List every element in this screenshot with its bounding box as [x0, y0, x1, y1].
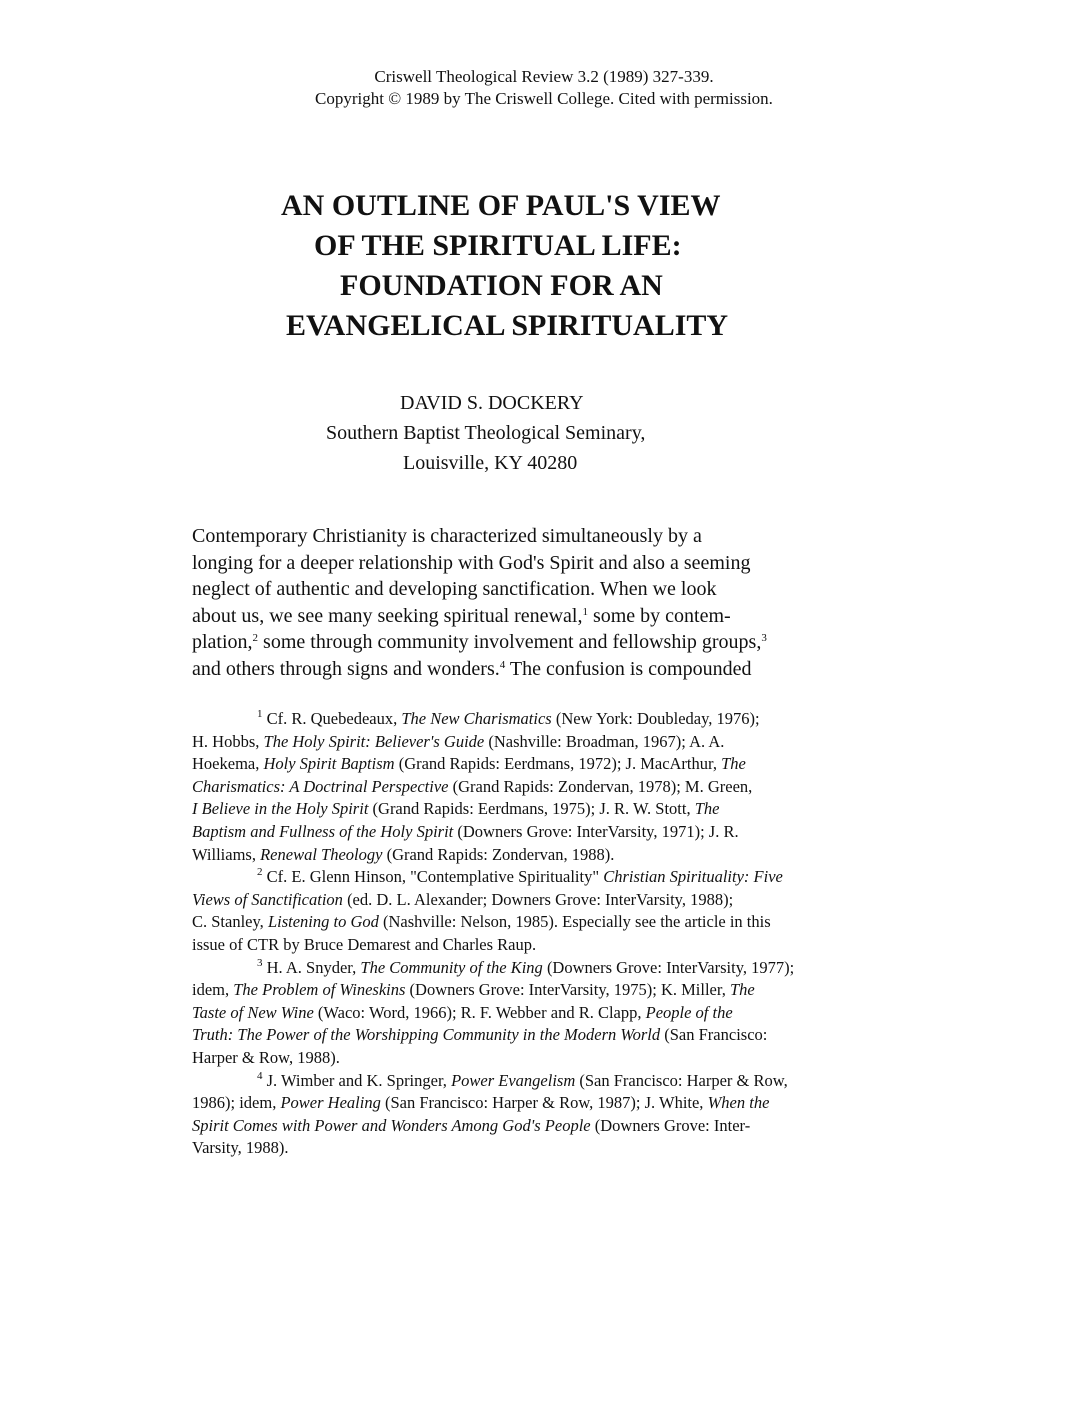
footnote-text: issue of CTR by Bruce Demarest and Charles Raup.	[192, 934, 537, 954]
footnote-text: Varsity, 1988).	[192, 1138, 289, 1158]
footnote-text: H. A. Snyder,	[262, 957, 361, 977]
footnote-text: (San Francisco: Harper & Row, 1987); J. White,	[380, 1093, 708, 1113]
author-location: Louisville, KY 40280	[403, 452, 578, 474]
journal-citation	[0, 66, 1088, 110]
footnote-ref[interactable]: 4	[499, 658, 506, 671]
footnote-text: (Grand Rapids: Eerdmans, 1975); J. R. W. Stott,	[368, 799, 695, 819]
footnote-text: (New York: Doubleday, 1976);	[551, 709, 760, 728]
body-text: some through community involvement and fellowship groups,	[258, 631, 762, 653]
footnote-line	[192, 731, 912, 754]
footnote-title: Christian Spirituality: Five	[603, 867, 783, 887]
footnote-text: idem,	[192, 980, 234, 1000]
footnote-text: (Downers Grove: Inter-	[590, 1115, 751, 1135]
body-text: The confusion is compounded	[505, 657, 752, 680]
footnote-text: (San Francisco: Harper & Row,	[575, 1070, 788, 1090]
footnote-line	[192, 1137, 912, 1160]
footnote-ref[interactable]: 3	[761, 632, 767, 644]
footnote-text: (Downers Grove: InterVarsity, 1975); K. Miller,	[405, 980, 730, 1000]
footnote-number: 1	[257, 708, 263, 720]
footnote-line	[192, 934, 912, 957]
footnote-ref[interactable]: 2	[252, 632, 259, 644]
author-block	[0, 388, 1088, 478]
footnote-text: J. Wimber and K. Springer,	[262, 1070, 452, 1090]
footnote-line	[192, 1047, 912, 1070]
footnote-title: The Problem of Wineskins	[233, 980, 406, 1000]
footnote-title: Holy Spirit Baptism	[263, 754, 395, 774]
footnote-title: Baptism and Fullness of the Holy Spirit	[192, 821, 454, 841]
footnote-line	[192, 889, 912, 912]
footnote-line	[192, 979, 912, 1002]
footnote-text: (ed. D. L. Alexander; Downers Grove: InterVarsity, 1988);	[342, 889, 734, 909]
footnote-text: Cf. R. Quebedeaux,	[262, 709, 402, 728]
footnote-3	[192, 957, 912, 980]
footnote-number: 2	[257, 866, 263, 879]
footnote-title: Spirit Comes with Power and Wonders Among God's People	[192, 1115, 591, 1135]
footnote-number: 3	[257, 956, 263, 969]
body-line	[192, 656, 912, 683]
footnote-line	[192, 1115, 912, 1138]
footnote-title: Renewal Theology	[260, 844, 383, 864]
footnote-text: (Nashville: Broadman, 1967); A. A.	[484, 731, 725, 751]
footnote-text: (Grand Rapids: Zondervan, 1988).	[382, 844, 615, 864]
title-line-1: AN OUTLINE OF PAUL'S VIEW	[281, 189, 721, 222]
body-line: longing for a deeper relationship with God's Spirit and also a seeming	[192, 551, 751, 574]
footnote-title: The	[729, 980, 755, 1000]
footnote-number: 4	[257, 1069, 263, 1082]
body-paragraph	[192, 523, 912, 682]
body-text: some by contem-	[587, 604, 731, 627]
footnote-line	[192, 1024, 912, 1047]
footnote-line	[192, 776, 912, 799]
footnote-line	[192, 1092, 912, 1115]
footnotes	[192, 708, 912, 1160]
footnote-text: Hoekema,	[192, 754, 264, 774]
body-text: and others through signs and wonders.	[192, 657, 500, 680]
body-line	[192, 629, 912, 656]
footnote-title: Listening to God	[267, 912, 379, 932]
footnote-line	[192, 911, 912, 934]
footnote-title: Truth: The Power of the Worshipping Community in the Modern World	[192, 1025, 661, 1045]
footnote-line	[192, 1002, 912, 1025]
title-line-2: OF THE SPIRITUAL LIFE:	[314, 229, 682, 262]
footnote-text: (Grand Rapids: Zondervan, 1978); M. Green,	[448, 776, 753, 796]
footnote-text: (Waco: Word, 1966); R. F. Webber and R. Clapp,	[313, 1002, 646, 1022]
footnote-line	[192, 753, 912, 776]
footnote-title: The	[721, 754, 746, 774]
footnote-title: Views of Sanctification	[192, 889, 343, 909]
footnote-title: Power Healing	[280, 1093, 381, 1113]
footnote-line	[192, 844, 912, 867]
footnote-title: The	[694, 799, 720, 819]
author-name: DAVID S. DOCKERY	[400, 392, 584, 414]
footnote-text: H. Hobbs,	[192, 731, 264, 751]
footnote-title: Charismatics: A Doctrinal Perspective	[192, 776, 449, 796]
footnote-title: The Holy Spirit: Believer's Guide	[263, 731, 485, 751]
footnote-title: Power Evangelism	[451, 1070, 576, 1090]
footnote-title: The New Charismatics	[401, 709, 552, 728]
footnote-title: People of the	[645, 1002, 733, 1022]
footnote-1	[192, 708, 912, 731]
body-text: plation,	[192, 631, 253, 653]
footnote-text: C. Stanley,	[192, 912, 268, 932]
footnote-text: Cf. E. Glenn Hinson, "Contemplative Spirituality"	[262, 867, 604, 887]
title-line-3: FOUNDATION FOR AN	[340, 269, 663, 302]
author-affiliation: Southern Baptist Theological Seminary,	[326, 422, 646, 444]
footnote-line	[192, 821, 912, 844]
footnote-title: The Community of the King	[360, 957, 543, 977]
footnote-ref[interactable]: 1	[582, 605, 588, 618]
footnote-text: (Downers Grove: InterVarsity, 1971); J. R.	[453, 821, 739, 841]
title-line-4: EVANGELICAL SPIRITUALITY	[286, 309, 729, 342]
footnote-text: Harper & Row, 1988).	[192, 1047, 340, 1067]
footnote-title: I Believe in the Holy Spirit	[192, 799, 369, 819]
footnote-line	[192, 798, 912, 821]
footnote-title: When the	[707, 1093, 770, 1113]
footnote-title: Taste of New Wine	[192, 1002, 314, 1022]
footnote-text: (Downers Grove: InterVarsity, 1977);	[542, 957, 795, 977]
footnote-text: 1986); idem,	[192, 1093, 281, 1113]
body-text: about us, we see many seeking spiritual renewal,	[192, 604, 583, 627]
footnote-text: Williams,	[192, 844, 261, 864]
footnote-text: (Grand Rapids: Eerdmans, 1972); J. MacArthur,	[394, 754, 722, 774]
footnote-4	[192, 1070, 912, 1093]
body-line	[192, 603, 912, 630]
footnote-text: (San Francisco:	[660, 1025, 768, 1045]
footnote-text: (Nashville: Nelson, 1985). Especially see the article in this	[378, 912, 771, 932]
footnote-2	[192, 866, 912, 889]
article-title	[0, 186, 1088, 346]
citation-line: Criswell Theological Review 3.2 (1989) 327-339.	[374, 67, 714, 86]
copyright-line: Copyright © 1989 by The Criswell College. Cited with permission.	[315, 89, 773, 108]
body-line: neglect of authentic and developing sanctification. When we look	[192, 578, 717, 600]
body-line: Contemporary Christianity is characterized simultaneously by a	[192, 525, 702, 547]
